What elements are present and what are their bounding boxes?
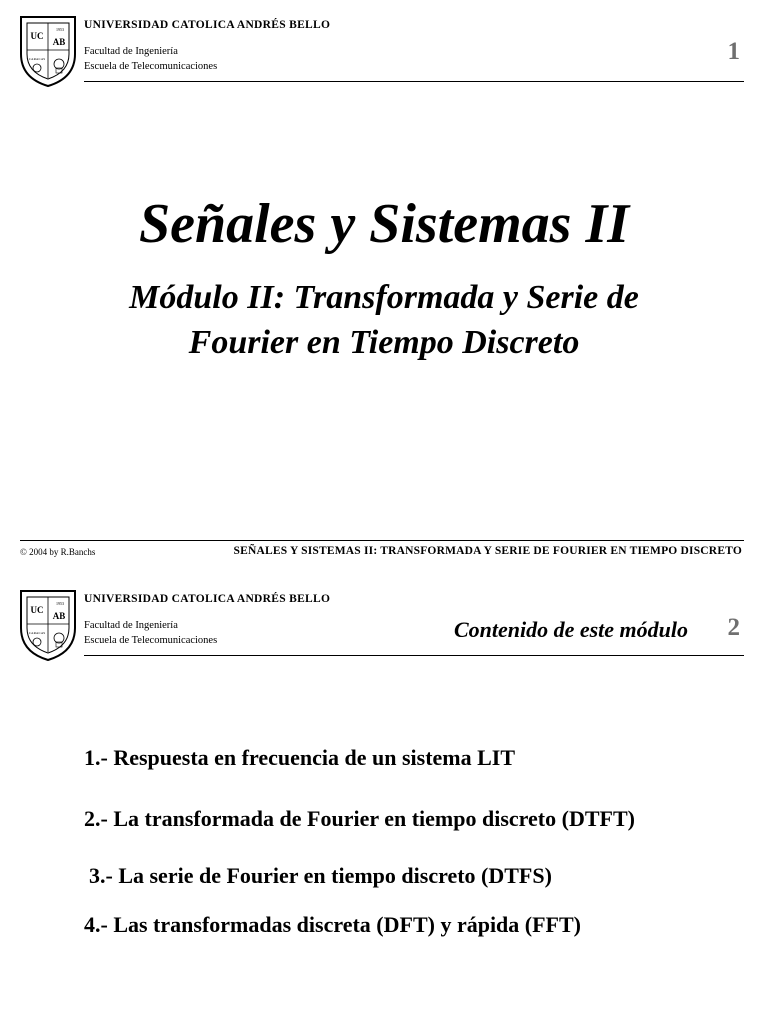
page-number: 2	[727, 614, 740, 641]
header-divider	[84, 81, 744, 82]
contents-item-4: 4.- Las transformadas discreta (DFT) y rápida (FFT)	[84, 912, 581, 937]
university-seal-logo	[18, 14, 78, 88]
contents-item-1: 1.- Respuesta en frecuencia de un sistema LIT	[84, 745, 516, 770]
faculty-name: Facultad de Ingeniería	[84, 620, 178, 631]
svg-text:1953: 1953	[56, 601, 64, 606]
svg-text:CARACAS: CARACAS	[28, 631, 46, 635]
page-number: 1	[727, 38, 740, 65]
subtitle-line-2: Fourier en Tiempo Discreto	[188, 324, 580, 361]
university-seal-logo	[18, 588, 78, 662]
contents-item-2: 2.- La transformada de Fourier en tiempo discreto (DTFT)	[84, 806, 635, 831]
contents-item-3: 3.- La serie de Fourier en tiempo discreto (DTFS)	[89, 863, 552, 888]
main-title: Señales y Sistemas II	[138, 193, 630, 255]
svg-text:AB: AB	[52, 37, 66, 47]
school-name: Escuela de Telecomunicaciones	[84, 61, 218, 72]
svg-text:1953: 1953	[56, 27, 64, 32]
header-divider	[84, 655, 744, 656]
faculty-name: Facultad de Ingeniería	[84, 46, 178, 57]
university-name: UNIVERSIDAD CATOLICA ANDRÉS BELLO	[84, 19, 331, 31]
footer-course-title: SEÑALES Y SISTEMAS II: TRANSFORMADA Y SERIE DE FOURIER EN TIEMPO DISCRETO	[233, 545, 742, 557]
svg-text:AB: AB	[52, 611, 66, 621]
copyright-notice: © 2004 by R.Banchs	[20, 547, 96, 557]
section-title: Contenido de este módulo	[453, 617, 688, 642]
svg-text:CARACAS: CARACAS	[28, 57, 46, 61]
footer-divider	[20, 540, 744, 541]
university-name: UNIVERSIDAD CATOLICA ANDRÉS BELLO	[84, 593, 331, 605]
svg-text:UC: UC	[30, 31, 44, 41]
subtitle-line-1: Módulo II: Transformada y Serie de	[129, 279, 639, 316]
svg-text:UC: UC	[30, 605, 44, 615]
school-name: Escuela de Telecomunicaciones	[84, 635, 218, 646]
